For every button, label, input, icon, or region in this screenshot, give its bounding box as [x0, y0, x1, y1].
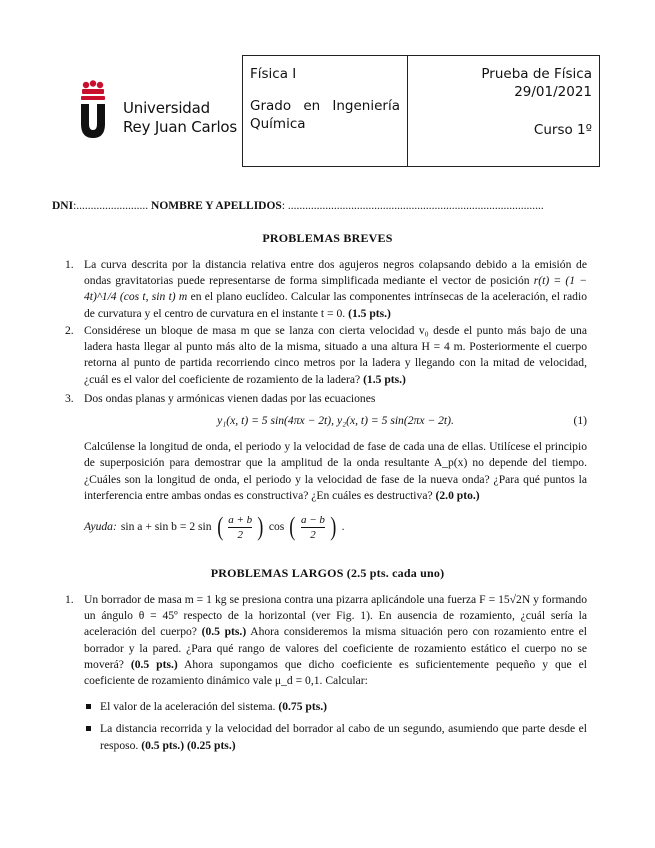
dni-label: DNI [52, 200, 74, 212]
sub-question [84, 721, 587, 753]
header-divider [407, 56, 408, 166]
fraction-denominator: 2 [237, 528, 243, 541]
wave-equations: y₁(x, t) = 5 sin(4πx − 2t), y₂(x, t) = 5 sin(2πx − 2t). [217, 414, 454, 428]
degree-word: Grado [250, 98, 292, 114]
problem-points: (2.0 pto.) [435, 488, 480, 502]
urjc-crown-u-icon [78, 80, 118, 140]
sub-question-points: (0.75 pts.) [278, 700, 327, 714]
hint-fraction-2 [301, 514, 325, 541]
name-label: NOMBRE Y APELLIDOS [151, 200, 282, 212]
equation-number: (1) [573, 414, 587, 428]
student-id-line [52, 200, 592, 212]
problem-number: 1. [65, 593, 74, 606]
university-name-line2: Rey Juan Carlos [123, 118, 238, 136]
problem-text: Considérese un bloque de masa m que se lanza con cierta velocidad v₀ desde el punto más bajo de una ladera hasta llegar al punto más alto de la misma, situado a una altura H = 4 m. Posteriormente el cuerpo retorna al punto de partida recorriendo cinco metros por la ladera y llegando con la mitad de velocidad, ¿cuál es el valor del coeficiente de rozamiento de la ladera? [84, 324, 587, 386]
degree-word: Ingeniería [332, 98, 400, 114]
sub-question-text: El valor de la aceleración del sistema. [100, 700, 279, 714]
hint-label: Ayuda: [84, 519, 117, 533]
sub-question-points: (0.5 pts.) (0.25 pts.) [141, 738, 236, 752]
short-problem-1 [65, 257, 587, 322]
short-problem-2 [65, 323, 587, 388]
hint-cos: cos [268, 519, 285, 533]
hint-end: . [341, 519, 345, 533]
problem-points: (0.5 pts.) [201, 625, 247, 639]
problem-points: (0.5 pts.) [130, 657, 178, 671]
problem-points: (1.5 pts.) [363, 372, 406, 386]
problem-text: Ahora consideremos la misma situación pero con rozamiento entre el borrador y la pared. ¿Para qué rango de valores del coeficiente de rozamiento estático el cuerpo no se moverá? [84, 625, 587, 671]
problem-text: Un borrador de masa m = 1 kg se presiona contra una pizarra aplicándole una fuerza F = 15√2N y formando un ángulo θ = 45º respecto de la horizontal (ver Fig. 1). En ausencia de rozamiento, ¿cuál sería la aceleración del cuerpo? [84, 593, 587, 639]
fraction-numerator: a + b [228, 513, 253, 526]
sub-question-text: La distancia recorrida y la velocidad del borrador al cabo de un segundo, asumiendo que parte desde el resposo. [100, 722, 587, 752]
name-field[interactable]: : ......................................................................................... [281, 200, 544, 212]
problem-text: en el plano euclídeo. Calcular las componentes intrínsecas de la aceleración, el radio de curvatura y el centro de curvatura en el instante t = 0. [84, 290, 587, 320]
university-logo [72, 76, 242, 146]
problem-number: 2. [65, 324, 74, 337]
problem-text: La curva descrita por la distancia relativa entre dos agujeros negros colapsando debido a la emisión de ondas gravitatorias puede representarse de forma simplificada mediante el vector de posición [84, 258, 587, 288]
exam-title: Prueba de Física [481, 66, 592, 82]
course-name: Física I [250, 66, 297, 82]
position-formula: r(t) = (1 − 4t)^1/4 (cos t, sin t) m [84, 274, 587, 304]
degree-line [250, 97, 400, 115]
sub-question [84, 699, 587, 715]
problem-intro: Dos ondas planas y armónicas vienen dadas por las ecuaciones [84, 392, 376, 405]
course-year: Curso 1º [533, 122, 592, 138]
problem-text: Ahora supongamos que dicho coeficiente es suficientemente pequeño y que el coeficiente de rozamiento dinámico vale μ_d = 0,1. Calcular: [84, 657, 588, 688]
problem-number: 3. [65, 392, 74, 405]
short-problem-3 [65, 391, 587, 544]
long-problems-title: PROBLEMAS LARGOS (2.5 pts. cada uno) [210, 566, 445, 580]
exam-header-box [242, 55, 600, 167]
degree-word: Química [250, 116, 306, 132]
hint-fraction-1 [228, 514, 252, 541]
long-problem-1 [65, 592, 587, 760]
problem-number: 1. [65, 258, 74, 271]
problem-text: Calcúlense la longitud de onda, el periodo y la velocidad de fase de cada una de ellas. Utilícese el principio de superposición para demostrar que la amplitud de la onda resultante A_p(x) no depende del tiempo. ¿Cuáles son la longitud de onda, el periodo y la velocidad de fase de la nueva onda? ¿Para qué puntos la interferencia entre ambas ondas es constructiva? ¿En cuáles es destructiva? [84, 440, 587, 502]
problem-points: (1.5 pts.) [348, 306, 391, 320]
sub-question-list [84, 699, 587, 754]
exam-date: 29/01/2021 [514, 84, 592, 100]
square-bullet-icon [86, 704, 91, 709]
short-problems-title: PROBLEMAS BREVES [262, 231, 393, 245]
dni-field[interactable]: :......................... [73, 200, 149, 212]
hint: Ayuda: sin a + sin b = 2 sin ( $\frac{a + b}{2}$ ) cos ( $\frac{a - b}{2}$ ) . [84, 512, 345, 542]
hint-lhs: sin a + sin b = 2 sin [120, 519, 212, 533]
fraction-denominator: 2 [310, 528, 316, 541]
equation-line [84, 413, 587, 431]
fraction-numerator: a − b [300, 513, 325, 526]
university-name-line1: Universidad [123, 99, 210, 117]
square-bullet-icon [86, 726, 91, 731]
degree-word: en [303, 98, 321, 114]
